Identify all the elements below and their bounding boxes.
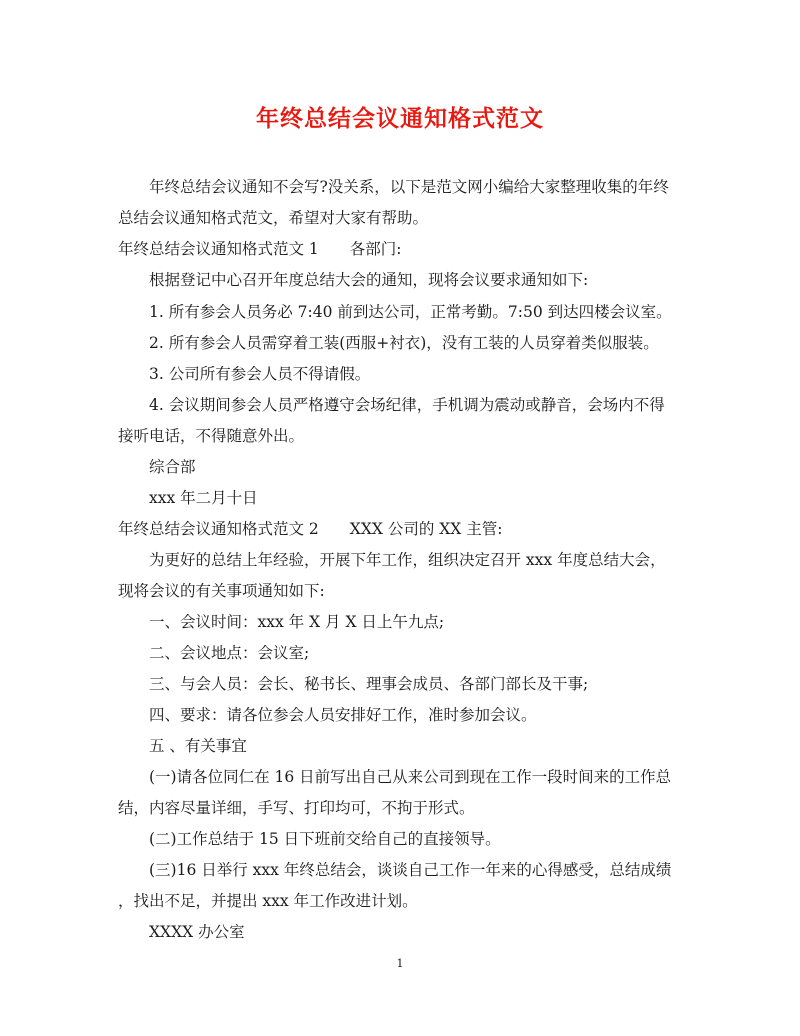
sample2-item-3: 三、与会人员：会长、秘书长、理事会成员、各部门部长及干事; [149, 675, 589, 693]
sample2-sub-3-cont: ，找出不足，并提出 xxx 年工作改进计划。 [118, 892, 418, 910]
page-number: 1 [396, 957, 404, 970]
sample2-heading: 年终总结会议通知格式范文 2 XXX 公司的 XX 主管: [118, 520, 503, 538]
sample1-item-1: 1. 所有参会人员务必 7:40 前到达公司，正常考勤。7:50 到达四楼会议室。 [149, 303, 672, 321]
sample2-sub-1-cont: 结，内容尽量详细，手写、打印均可，不拘于形式。 [118, 799, 475, 817]
intro-line-2: 总结会议通知格式范文，希望对大家有帮助。 [118, 209, 429, 227]
sample2-sub-2: (二)工作总结于 15 日下班前交给自己的直接领导。 [149, 830, 501, 848]
sample1-item-4: 4. 会议期间参会人员严格遵守会场纪律，手机调为震动或静音，会场内不得 [149, 396, 665, 414]
sample2-sub-1: (一)请各位同仁在 16 日前写出自己从来公司到现在工作一段时间来的工作总 [149, 768, 672, 786]
sample2-item-5: 五 、有关事宜 [149, 737, 247, 755]
sample2-para-2: 现将会议的有关事项通知如下: [118, 582, 325, 600]
sample2-para-1: 为更好的总结上年经验，开展下年工作，组织决定召开 xxx 年度总结大会， [149, 551, 666, 569]
intro-line-1: 年终总结会议通知不会写?没关系，以下是范文网小编给大家整理收集的年终 [149, 178, 669, 196]
sample1-date: xxx 年二月十日 [149, 489, 258, 507]
sample2-signature: XXXX 办公室 [149, 923, 245, 941]
sample1-item-2: 2. 所有参会人员需穿着工装(西服+衬衣)，没有工装的人员穿着类似服装。 [149, 334, 659, 352]
sample2-sub-3: (三)16 日举行 xxx 年终总结会，谈谈自己工作一年来的心得感受，总结成绩 [149, 861, 672, 879]
sample2-item-2: 二、会议地点：会议室; [149, 644, 310, 662]
sample2-item-1: 一、会议时间：xxx 年 X 月 X 日上午九点; [149, 613, 445, 631]
sample1-signature: 综合部 [149, 458, 196, 476]
sample1-heading: 年终总结会议通知格式范文 1 各部门: [118, 240, 402, 258]
sample1-item-3: 3. 公司所有参会人员不得请假。 [149, 365, 371, 383]
document-title: 年终总结会议通知格式范文 [256, 105, 544, 132]
sample1-para: 根据登记中心召开年度总结大会的通知，现将会议要求通知如下: [149, 271, 589, 289]
sample1-item-4-cont: 接听电话，不得随意外出。 [118, 427, 305, 445]
sample2-item-4: 四、要求：请各位参会人员安排好工作，准时参加会议。 [149, 706, 537, 724]
